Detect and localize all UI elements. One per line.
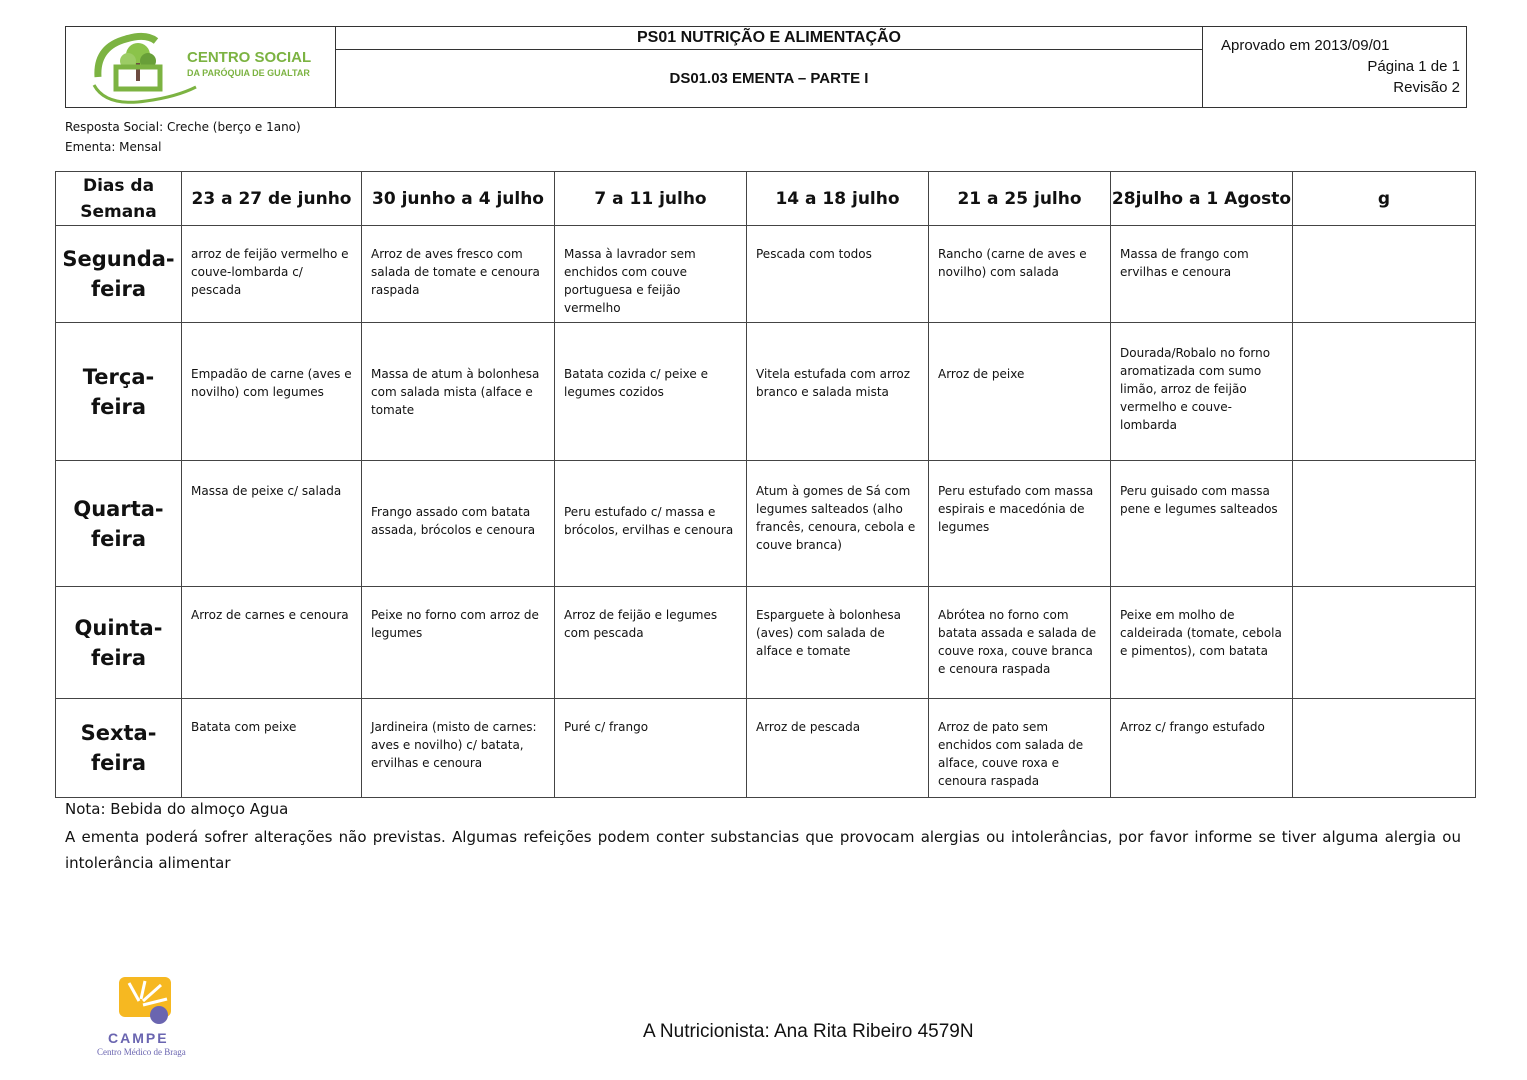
menu-cell: Arroz de aves fresco com salada de tomate e cenoura raspada [362, 226, 555, 323]
menu-cell [1293, 323, 1476, 461]
revision: Revisão 2 [1393, 79, 1460, 96]
menu-cell: Arroz de pato sem enchidos com salada de alface, couve roxa e cenoura raspada [929, 699, 1111, 798]
tree-logo-icon [86, 27, 206, 107]
approval-date: Aprovado em 2013/09/01 [1221, 37, 1390, 54]
menu-cell: Massa de peixe c/ salada [182, 461, 362, 587]
table-row [56, 226, 1476, 323]
campe-subtitle: Centro Médico de Braga [97, 1047, 186, 1057]
column-header: 30 junho a 4 julho [362, 172, 555, 226]
menu-cell: Pescada com todos [747, 226, 929, 323]
header-title-block [336, 27, 1203, 107]
menu-type: Ementa: Mensal [65, 140, 162, 154]
menu-cell: Peixe no forno com arroz de legumes [362, 587, 555, 699]
campe-name: CAMPE [108, 1030, 169, 1046]
table-row [56, 699, 1476, 798]
menu-cell: Batata com peixe [182, 699, 362, 798]
logo-title: CENTRO SOCIAL [187, 49, 312, 66]
menu-cell: Batata cozida c/ peixe e legumes cozidos [555, 323, 747, 461]
menu-cell: Peru estufado com massa espirais e macedónia de legumes [929, 461, 1111, 587]
menu-cell: Massa à lavrador sem enchidos com couve portuguesa e feijão vermelho [555, 226, 747, 323]
menu-cell: Rancho (carne de aves e novilho) com salada [929, 226, 1111, 323]
menu-cell: Peru estufado c/ massa e brócolos, ervilhas e cenoura [555, 461, 747, 587]
menu-cell: Esparguete à bolonhesa (aves) com salada de alface e tomate [747, 587, 929, 699]
table-row [56, 461, 1476, 587]
menu-cell: Empadão de carne (aves e novilho) com legumes [182, 323, 362, 461]
logo-subtitle: DA PARÓQUIA DE GUALTAR [187, 68, 310, 78]
day-label: Terça-feira [56, 323, 182, 461]
menu-cell: Peixe em molho de caldeirada (tomate, cebola e pimentos), com batata [1111, 587, 1293, 699]
menu-cell: Atum à gomes de Sá com legumes salteados (alho francês, cenoura, cebola e couve branca) [747, 461, 929, 587]
menu-cell: Puré c/ frango [555, 699, 747, 798]
menu-cell: Dourada/Robalo no forno aromatizada com sumo limão, arroz de feijão vermelho e couve-lombarda [1111, 323, 1293, 461]
column-header: g [1293, 172, 1476, 226]
document-title: PS01 NUTRIÇÃO E ALIMENTAÇÃO [336, 27, 1202, 50]
menu-cell [1293, 226, 1476, 323]
day-label: Quarta-feira [56, 461, 182, 587]
menu-cell [1293, 461, 1476, 587]
menu-cell: Arroz de pescada [747, 699, 929, 798]
menu-cell: Peru guisado com massa pene e legumes salteados [1111, 461, 1293, 587]
menu-cell: Massa de atum à bolonhesa com salada mista (alface e tomate [362, 323, 555, 461]
column-header: 21 a 25 julho [929, 172, 1111, 226]
document-subtitle: DS01.03 EMENTA – PARTE I [669, 70, 869, 87]
table-row [56, 323, 1476, 461]
menu-cell: Jardineira (misto de carnes: aves e novilho) c/ batata, ervilhas e cenoura [362, 699, 555, 798]
column-header: 7 a 11 julho [555, 172, 747, 226]
menu-cell: Vitela estufada com arroz branco e salada mista [747, 323, 929, 461]
allergy-disclaimer: A ementa poderá sofrer alterações não previstas. Algumas refeições podem conter substancias que provocam alergias ou intolerâncias, por favor informe se tiver alguma alergia ou intolerância alimentar [65, 828, 1461, 872]
day-label: Segunda-feira [56, 226, 182, 323]
table-header-row [56, 172, 1476, 226]
document-header [65, 26, 1467, 108]
menu-cell: Arroz de feijão e legumes com pescada [555, 587, 747, 699]
drink-note: Nota: Bebida do almoço Agua [65, 800, 289, 818]
nutritionist-signature: A Nutricionista: Ana Rita Ribeiro 4579N [643, 1021, 974, 1042]
menu-cell: Arroz de peixe [929, 323, 1111, 461]
centro-social-logo [66, 27, 336, 107]
menu-cell [1293, 587, 1476, 699]
header-info-block [1203, 27, 1466, 107]
menu-cell: Massa de frango com ervilhas e cenoura [1111, 226, 1293, 323]
page-number: Página 1 de 1 [1367, 58, 1460, 75]
column-header: Dias da Semana [56, 172, 182, 226]
menu-cell: Arroz de carnes e cenoura [182, 587, 362, 699]
day-label: Quinta-feira [56, 587, 182, 699]
column-header: 23 a 27 de junho [182, 172, 362, 226]
menu-cell: Frango assado com batata assada, brócolos e cenoura [362, 461, 555, 587]
menu-cell: arroz de feijão vermelho e couve-lombarda c/ pescada [182, 226, 362, 323]
menu-cell [1293, 699, 1476, 798]
column-header: 14 a 18 julho [747, 172, 929, 226]
menu-cell: Abrótea no forno com batata assada e salada de couve roxa, couve branca e cenoura raspada [929, 587, 1111, 699]
column-header: 28julho a 1 Agosto [1111, 172, 1293, 226]
response-social: Resposta Social: Creche (berço e 1ano) [65, 120, 301, 134]
table-row [56, 587, 1476, 699]
menu-cell: Arroz c/ frango estufado [1111, 699, 1293, 798]
day-label: Sexta-feira [56, 699, 182, 798]
menu-table [55, 171, 1476, 798]
